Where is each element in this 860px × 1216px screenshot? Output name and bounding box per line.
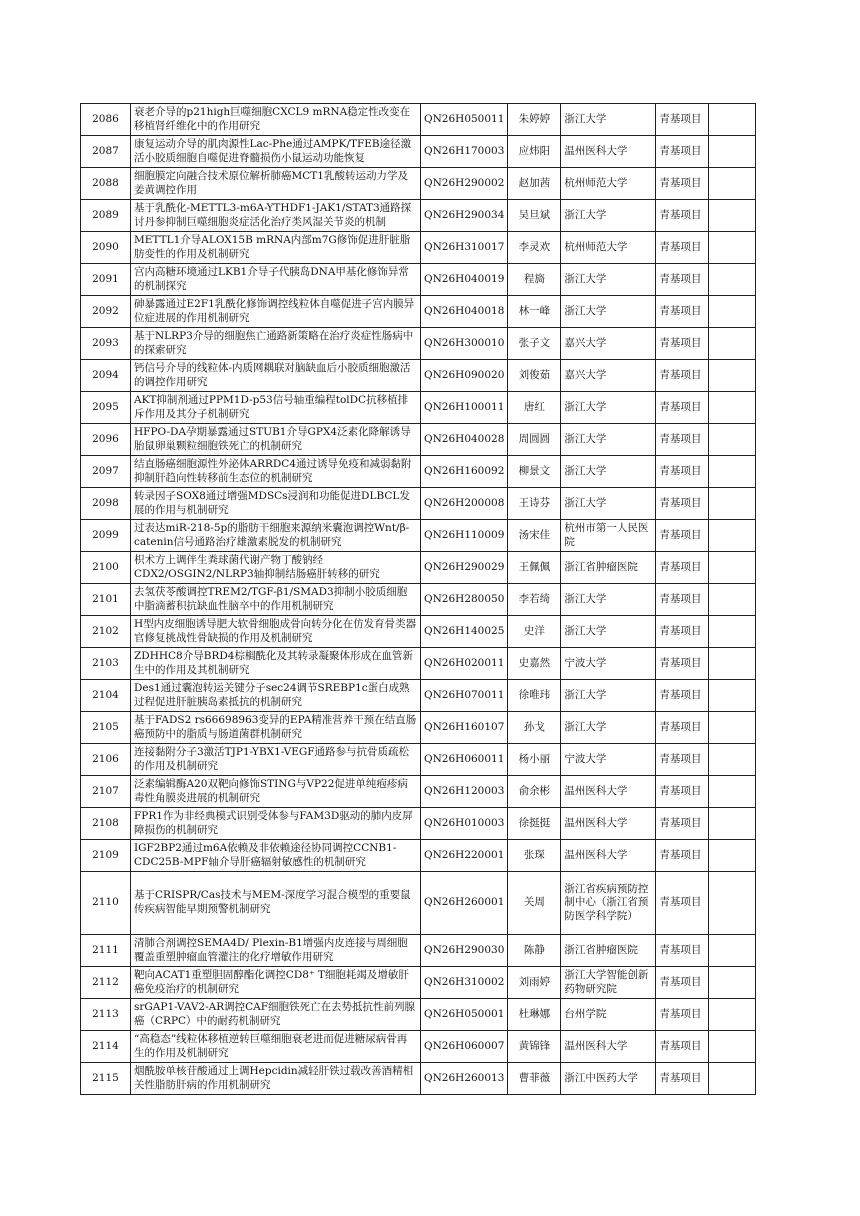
institution-name: 浙江大学 (561, 456, 656, 488)
blank-cell (709, 712, 756, 744)
blank-cell (709, 616, 756, 648)
project-code: QN26H070011 (421, 680, 508, 712)
applicant-name: 林一峰 (508, 296, 561, 328)
row-number: 2102 (81, 616, 131, 648)
project-type: 青基项目 (656, 328, 709, 360)
row-number: 2088 (81, 168, 131, 200)
project-type: 青基项目 (656, 935, 709, 967)
institution-name: 浙江大学智能创新药物研究院 (561, 967, 656, 999)
institution-name: 浙江省肿瘤医院 (561, 552, 656, 584)
project-type: 青基项目 (656, 168, 709, 200)
project-title: Des1通过囊泡转运关键分子sec24调节SREBP1c蛋白成熟过程促进肝脏胰岛素抵抗的机制研究 (131, 680, 421, 712)
row-number: 2108 (81, 808, 131, 840)
institution-name: 温州医科大学 (561, 776, 656, 808)
institution-name: 浙江大学 (561, 680, 656, 712)
table-row (81, 872, 756, 935)
applicant-name: 王佩佩 (508, 552, 561, 584)
table-row (81, 296, 756, 328)
project-code: QN26H290030 (421, 935, 508, 967)
blank-cell (709, 808, 756, 840)
applicant-name: 黄锦锋 (508, 1031, 561, 1063)
project-type: 青基项目 (656, 456, 709, 488)
project-title: 基于乳酰化-METTL3-m6A-YTHDF1-JAK1/STAT3通路探讨丹参抑制巨噬细胞炎症活化治疗类风湿关节炎的机制 (131, 200, 421, 232)
row-number: 2112 (81, 967, 131, 999)
row-number: 2100 (81, 552, 131, 584)
institution-name: 浙江大学 (561, 296, 656, 328)
row-number: 2094 (81, 360, 131, 392)
row-number: 2096 (81, 424, 131, 456)
project-title: 去氢茯苓酸调控TREM2/TGF-β1/SMAD3抑制小胶质细胞中脂滴蓄积抗缺血性脑卒中的作用机制研究 (131, 584, 421, 616)
project-type: 青基项目 (656, 999, 709, 1031)
table-row (81, 264, 756, 296)
institution-name: 嘉兴大学 (561, 328, 656, 360)
project-type: 青基项目 (656, 584, 709, 616)
project-type: 青基项目 (656, 520, 709, 552)
institution-name: 浙江中医药大学 (561, 1063, 656, 1095)
project-code: QN26H260013 (421, 1063, 508, 1095)
row-number: 2109 (81, 840, 131, 872)
project-type: 青基项目 (656, 392, 709, 424)
institution-name: 浙江大学 (561, 392, 656, 424)
project-title: FPR1作为非经典模式识别受体参与FAM3D驱动的肺内皮屏障损伤的机制研究 (131, 808, 421, 840)
applicant-name: 赵加茜 (508, 168, 561, 200)
applicant-name: 杨小丽 (508, 744, 561, 776)
institution-name: 浙江省肿瘤医院 (561, 935, 656, 967)
project-code: QN26H020011 (421, 648, 508, 680)
row-number: 2090 (81, 232, 131, 264)
blank-cell (709, 680, 756, 712)
applicant-name: 唐红 (508, 392, 561, 424)
row-number: 2105 (81, 712, 131, 744)
project-type: 青基项目 (656, 840, 709, 872)
table-row (81, 935, 756, 967)
applicant-name: 柳景文 (508, 456, 561, 488)
project-code: QN26H160092 (421, 456, 508, 488)
project-code: QN26H050011 (421, 104, 508, 136)
institution-name: 浙江大学 (561, 488, 656, 520)
table-row (81, 1031, 756, 1063)
project-type: 青基项目 (656, 648, 709, 680)
applicant-name: 关周 (508, 872, 561, 935)
project-type: 青基项目 (656, 616, 709, 648)
table-row (81, 648, 756, 680)
project-title: HFPO-DA孕期暴露通过STUB1介导GPX4泛素化降解诱导胎鼠卵巢颗粒细胞铁死亡的机制研究 (131, 424, 421, 456)
table-row (81, 488, 756, 520)
blank-cell (709, 456, 756, 488)
project-title: IGF2BP2通过m6A依赖及非依赖途径协同调控CCNB1-CDC25B-MPF轴介导肝癌辐射敏感性的机制研究 (131, 840, 421, 872)
row-number: 2086 (81, 104, 131, 136)
institution-name: 宁波大学 (561, 648, 656, 680)
institution-name: 温州医科大学 (561, 136, 656, 168)
row-number: 2104 (81, 680, 131, 712)
table-row (81, 392, 756, 424)
applicant-name: 徐挺挺 (508, 808, 561, 840)
project-title: 基于FADS2 rs66698963变异的EPA精准营养干预在结直肠癌预防中的脂质与肠道菌群机制研究 (131, 712, 421, 744)
applicant-name: 史嘉然 (508, 648, 561, 680)
institution-name: 浙江大学 (561, 616, 656, 648)
table-row (81, 360, 756, 392)
blank-cell (709, 520, 756, 552)
project-type: 青基项目 (656, 1031, 709, 1063)
applicant-name: 王诗芬 (508, 488, 561, 520)
table-row (81, 680, 756, 712)
institution-name: 杭州师范大学 (561, 168, 656, 200)
institution-name: 浙江大学 (561, 712, 656, 744)
table-row (81, 456, 756, 488)
blank-cell (709, 584, 756, 616)
project-code: QN26H290029 (421, 552, 508, 584)
blank-cell (709, 552, 756, 584)
table-row (81, 840, 756, 872)
project-code: QN26H100011 (421, 392, 508, 424)
blank-cell (709, 1063, 756, 1095)
row-number: 2107 (81, 776, 131, 808)
project-type: 青基项目 (656, 136, 709, 168)
blank-cell (709, 264, 756, 296)
blank-cell (709, 1031, 756, 1063)
applicant-name: 刘雨婷 (508, 967, 561, 999)
applicant-name: 俞余彬 (508, 776, 561, 808)
project-type: 青基项目 (656, 680, 709, 712)
project-code: QN26H290002 (421, 168, 508, 200)
blank-cell (709, 360, 756, 392)
project-type: 青基项目 (656, 360, 709, 392)
project-code: QN26H260001 (421, 872, 508, 935)
project-code: QN26H040018 (421, 296, 508, 328)
project-title: “高稳态”线粒体移植逆转巨噬细胞衰老进而促进糖尿病骨再生的作用及机制研究 (131, 1031, 421, 1063)
applicant-name: 程旖 (508, 264, 561, 296)
project-type: 青基项目 (656, 488, 709, 520)
blank-cell (709, 104, 756, 136)
applicant-name: 周圆圆 (508, 424, 561, 456)
applicant-name: 陈静 (508, 935, 561, 967)
blank-cell (709, 872, 756, 935)
row-number: 2089 (81, 200, 131, 232)
institution-name: 浙江大学 (561, 584, 656, 616)
table-row (81, 104, 756, 136)
project-type: 青基项目 (656, 776, 709, 808)
project-list-table (80, 103, 756, 1095)
project-type: 青基项目 (656, 104, 709, 136)
project-code: QN26H170003 (421, 136, 508, 168)
project-code: QN26H110009 (421, 520, 508, 552)
institution-name: 宁波大学 (561, 744, 656, 776)
applicant-name: 吴旦斌 (508, 200, 561, 232)
row-number: 2091 (81, 264, 131, 296)
project-code: QN26H300010 (421, 328, 508, 360)
applicant-name: 张子文 (508, 328, 561, 360)
project-code: QN26H310002 (421, 967, 508, 999)
table-row (81, 328, 756, 360)
blank-cell (709, 392, 756, 424)
row-number: 2098 (81, 488, 131, 520)
project-title: srGAP1-VAV2-AR调控CAF细胞铁死亡在去势抵抗性前列腺癌（CRPC）中的耐药机制研究 (131, 999, 421, 1031)
project-title: 康复运动介导的肌肉源性Lac-Phe通过AMPK/TFEB途径激活小胶质细胞自噬促进脊髓损伤小鼠运动功能恢复 (131, 136, 421, 168)
applicant-name: 曹菲薇 (508, 1063, 561, 1095)
institution-name: 杭州师范大学 (561, 232, 656, 264)
institution-name: 浙江省疾病预防控制中心（浙江省预防医学科学院） (561, 872, 656, 935)
applicant-name: 杜琳娜 (508, 999, 561, 1031)
applicant-name: 刘俊茹 (508, 360, 561, 392)
blank-cell (709, 328, 756, 360)
project-code: QN26H200008 (421, 488, 508, 520)
project-code: QN26H040019 (421, 264, 508, 296)
blank-cell (709, 999, 756, 1031)
row-number: 2087 (81, 136, 131, 168)
row-number: 2097 (81, 456, 131, 488)
project-title: METTL1介导ALOX15B mRNA内部m7G修饰促进肝脏脂肪变性的作用及机制研究 (131, 232, 421, 264)
project-code: QN26H050001 (421, 999, 508, 1031)
project-title: 砷暴露通过E2F1乳酰化修饰调控线粒体自噬促进子宫内膜异位症进展的作用机制研究 (131, 296, 421, 328)
project-title: 衰老介导的p21high巨噬细胞CXCL9 mRNA稳定性改变在移植肾纤维化中的作用研究 (131, 104, 421, 136)
project-title: 基于NLRP3介导的细胞焦亡通路新策略在治疗炎症性肠病中的探索研究 (131, 328, 421, 360)
institution-name: 浙江大学 (561, 104, 656, 136)
project-code: QN26H160107 (421, 712, 508, 744)
project-code: QN26H310017 (421, 232, 508, 264)
project-title: 连接黏附分子3激活TJP1-YBX1-VEGF通路参与抗骨质疏松的作用及机制研究 (131, 744, 421, 776)
project-code: QN26H140025 (421, 616, 508, 648)
table-row (81, 616, 756, 648)
applicant-name: 张琛 (508, 840, 561, 872)
row-number: 2114 (81, 1031, 131, 1063)
project-title: 烟酰胺单核苷酸通过上调Hepcidin减轻肝铁过载改善酒精相关性脂肪肝病的作用机制研究 (131, 1063, 421, 1095)
project-title: 宫内高糖环境通过LKB1介导子代胰岛DNA甲基化修饰异常的机制探究 (131, 264, 421, 296)
institution-name: 浙江大学 (561, 200, 656, 232)
institution-name: 浙江大学 (561, 264, 656, 296)
project-type: 青基项目 (656, 744, 709, 776)
table-row (81, 168, 756, 200)
blank-cell (709, 967, 756, 999)
table-body (81, 104, 756, 1095)
applicant-name: 李灵欢 (508, 232, 561, 264)
project-type: 青基项目 (656, 296, 709, 328)
project-title: 泛素编辑酶A20双靶向修饰STING与VP22促进单纯疱疹病毒性角膜炎进展的机制研究 (131, 776, 421, 808)
project-type: 青基项目 (656, 1063, 709, 1095)
project-title: 过表达miR-218-5p的脂肪干细胞来源纳米囊泡调控Wnt/β-catenin信号通路治疗雄激素脱发的机制研究 (131, 520, 421, 552)
project-title: H型内皮细胞诱导肥大软骨细胞成骨向转分化在仿发育骨类器官修复挑战性骨缺损的作用及机制研究 (131, 616, 421, 648)
applicant-name: 汤宋佳 (508, 520, 561, 552)
applicant-name: 徐唯玮 (508, 680, 561, 712)
blank-cell (709, 648, 756, 680)
applicant-name: 应炜阳 (508, 136, 561, 168)
project-code: QN26H090020 (421, 360, 508, 392)
table-row (81, 520, 756, 552)
row-number: 2113 (81, 999, 131, 1031)
project-title: AKT抑制剂通过PPM1D-p53信号轴重编程tolDC抗移植排斥作用及其分子机制研究 (131, 392, 421, 424)
project-type: 青基项目 (656, 808, 709, 840)
project-title: 钙信号介导的线粒体-内质网耦联对脑缺血后小胶质细胞激活的调控作用研究 (131, 360, 421, 392)
table-row (81, 776, 756, 808)
project-code: QN26H060011 (421, 744, 508, 776)
table-row (81, 584, 756, 616)
institution-name: 温州医科大学 (561, 1031, 656, 1063)
blank-cell (709, 168, 756, 200)
blank-cell (709, 424, 756, 456)
applicant-name: 孙戈 (508, 712, 561, 744)
table-row (81, 967, 756, 999)
project-type: 青基项目 (656, 552, 709, 584)
table-row (81, 744, 756, 776)
project-code: QN26H280050 (421, 584, 508, 616)
table-row (81, 424, 756, 456)
project-type: 青基项目 (656, 232, 709, 264)
project-code: QN26H120003 (421, 776, 508, 808)
applicant-name: 史洋 (508, 616, 561, 648)
row-number: 2101 (81, 584, 131, 616)
institution-name: 温州医科大学 (561, 840, 656, 872)
applicant-name: 朱婷婷 (508, 104, 561, 136)
blank-cell (709, 232, 756, 264)
blank-cell (709, 200, 756, 232)
institution-name: 嘉兴大学 (561, 360, 656, 392)
project-code: QN26H040028 (421, 424, 508, 456)
project-type: 青基项目 (656, 712, 709, 744)
project-code: QN26H290034 (421, 200, 508, 232)
project-title: 靶向ACAT1重塑胆固醇酯化调控CD8⁺ T细胞耗竭及增敏肝癌免疫治疗的机制研究 (131, 967, 421, 999)
blank-cell (709, 296, 756, 328)
project-title: 细胞膜定向融合技术原位解析肺癌MCT1乳酸转运动力学及姜黄调控作用 (131, 168, 421, 200)
row-number: 2092 (81, 296, 131, 328)
project-code: QN26H060007 (421, 1031, 508, 1063)
blank-cell (709, 776, 756, 808)
project-title: 清肺合剂调控SEMA4D/ Plexin-B1增强内皮连接与周细胞覆盖重塑肿瘤血管灌注的化疗增敏作用研究 (131, 935, 421, 967)
project-code: QN26H010003 (421, 808, 508, 840)
institution-name: 杭州市第一人民医院 (561, 520, 656, 552)
project-type: 青基项目 (656, 872, 709, 935)
row-number: 2111 (81, 935, 131, 967)
project-type: 青基项目 (656, 200, 709, 232)
row-number: 2103 (81, 648, 131, 680)
blank-cell (709, 744, 756, 776)
table-row (81, 1063, 756, 1095)
blank-cell (709, 488, 756, 520)
institution-name: 温州医科大学 (561, 808, 656, 840)
table-row (81, 552, 756, 584)
table-row (81, 808, 756, 840)
blank-cell (709, 935, 756, 967)
row-number: 2106 (81, 744, 131, 776)
project-title: 基于CRISPR/Cas技术与MEM-深度学习混合模型的重要鼠传疾病智能早期预警机制研究 (131, 872, 421, 935)
row-number: 2110 (81, 872, 131, 935)
project-title: 结直肠癌细胞源性外泌体ARRDC4通过诱导免疫和减弱黏附抑制肝趋向性转移前生态位的机制研究 (131, 456, 421, 488)
project-title: 枳术方上调伴生粪球菌代谢产物丁酸钠经CDX2/OSGIN2/NLRP3轴抑制结肠癌肝转移的研究 (131, 552, 421, 584)
row-number: 2099 (81, 520, 131, 552)
row-number: 2093 (81, 328, 131, 360)
blank-cell (709, 136, 756, 168)
table-row (81, 712, 756, 744)
project-type: 青基项目 (656, 967, 709, 999)
project-type: 青基项目 (656, 424, 709, 456)
applicant-name: 李若绮 (508, 584, 561, 616)
project-type: 青基项目 (656, 264, 709, 296)
project-title: ZDHHC8介导BRD4棕榈酰化及其转录凝聚体形成在血管新生中的作用及其机制研究 (131, 648, 421, 680)
project-code: QN26H220001 (421, 840, 508, 872)
table-row (81, 232, 756, 264)
institution-name: 浙江大学 (561, 424, 656, 456)
blank-cell (709, 840, 756, 872)
table-row (81, 999, 756, 1031)
table-row (81, 136, 756, 168)
institution-name: 台州学院 (561, 999, 656, 1031)
row-number: 2095 (81, 392, 131, 424)
row-number: 2115 (81, 1063, 131, 1095)
project-title: 转录因子SOX8通过增强MDSCs浸润和功能促进DLBCL发展的作用与机制研究 (131, 488, 421, 520)
table-row (81, 200, 756, 232)
